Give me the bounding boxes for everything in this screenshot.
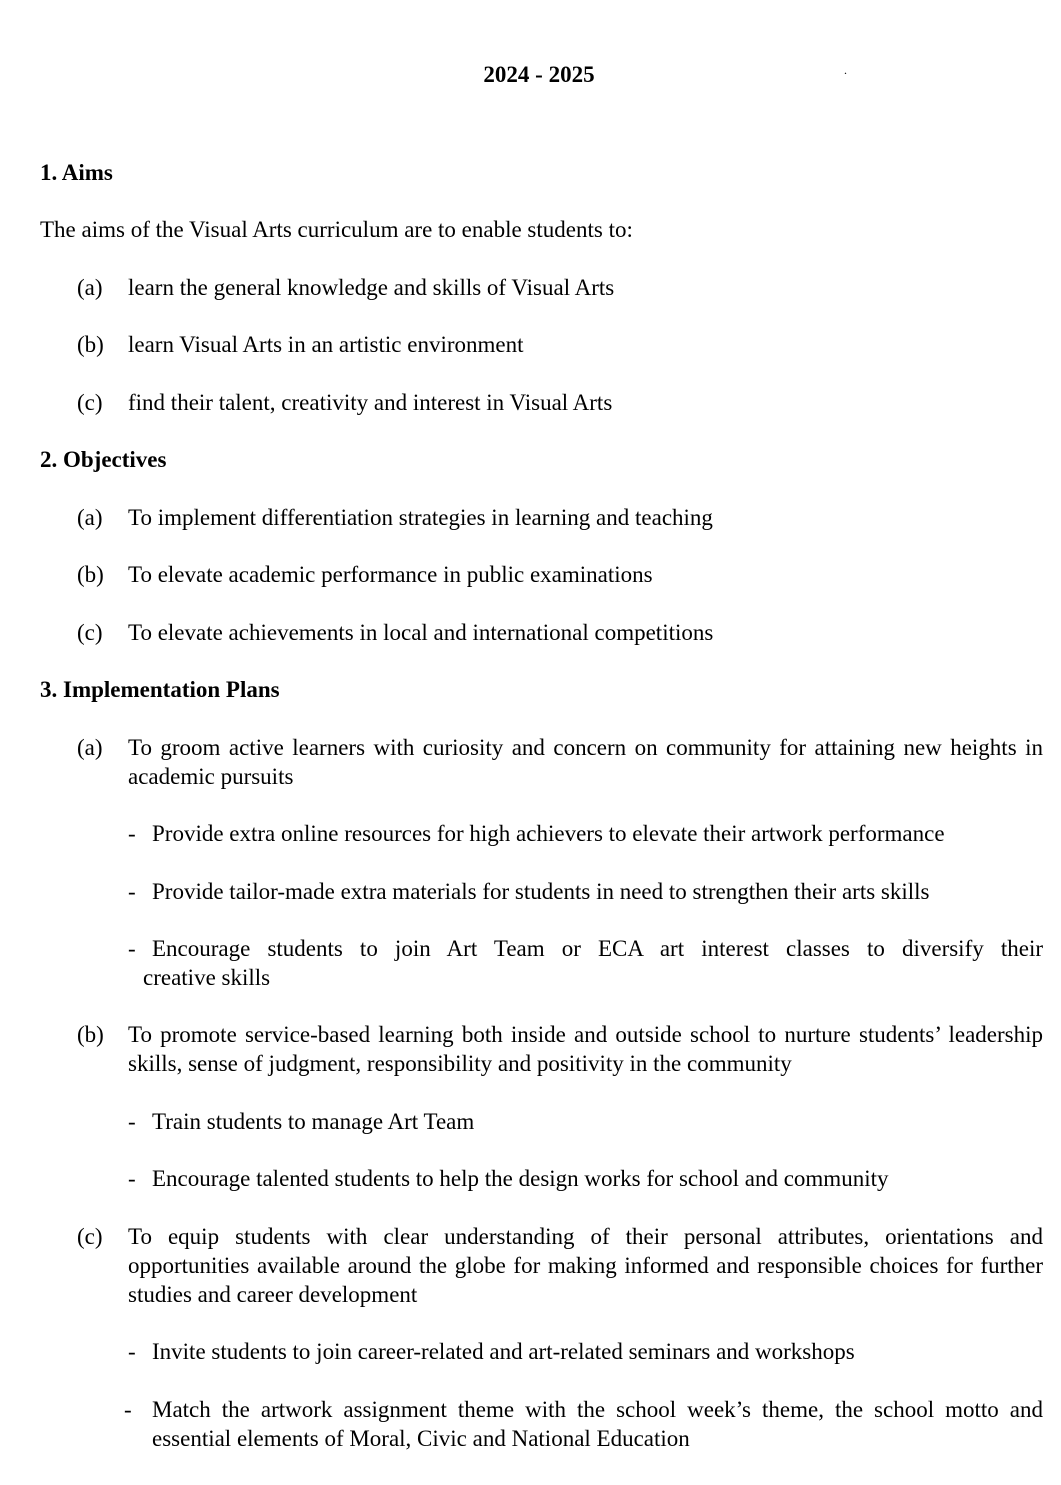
objectives-item-b-marker: (b) — [77, 562, 104, 587]
plans-item-b-marker: (b) — [77, 1022, 104, 1047]
plans-b-sub-1: Train students to manage Art Team — [152, 1109, 475, 1134]
aims-item-a-marker: (a) — [77, 275, 103, 300]
objectives-item-c-marker: (c) — [77, 620, 103, 645]
objectives-heading: 2. Objectives — [40, 447, 167, 472]
plans-c-sub-1-dash: - — [128, 1339, 136, 1364]
objectives-item-a-marker: (a) — [77, 505, 103, 530]
plans-a-sub-3-continued: creative skills — [143, 965, 271, 990]
aims-item-c-marker: (c) — [77, 390, 103, 415]
plans-b-sub-2-dash: - — [128, 1166, 136, 1191]
aims-item-b-marker: (b) — [77, 332, 104, 357]
plans-a-sub-2: Provide tailor-made extra materials for students in need to strengthen their arts skills — [152, 879, 930, 904]
plans-a-sub-1-dash: - — [128, 821, 136, 846]
aims-heading: 1. Aims — [40, 160, 113, 185]
plans-b-sub-1-dash: - — [128, 1109, 136, 1134]
objectives-item-a-text: To implement differentiation strategies in learning and teaching — [128, 505, 713, 530]
plans-heading: 3. Implementation Plans — [40, 677, 280, 702]
plans-a-sub-3: Encourage students to join Art Team or ECA art interest classes to diversify their — [152, 936, 1043, 961]
plans-item-a-marker: (a) — [77, 735, 103, 760]
aims-intro: The aims of the Visual Arts curriculum are to enable students to: — [40, 217, 633, 242]
plans-item-b-text: To promote service-based learning both inside and outside school to nurture students’ leadership skills, sense of judgment, responsibility and positivity in the community — [128, 1022, 1043, 1076]
aims-item-a-text: learn the general knowledge and skills of Visual Arts — [128, 275, 615, 300]
aims-item-c-text: find their talent, creativity and interest in Visual Arts — [128, 390, 613, 415]
plans-a-sub-3-dash: - — [128, 936, 136, 961]
aims-item-b-text: learn Visual Arts in an artistic environment — [128, 332, 524, 357]
year-heading: 2024 - 2025 — [483, 62, 595, 87]
plans-c-sub-2-dash: - — [124, 1397, 132, 1422]
plans-item-c-text: To equip students with clear understanding of their personal attributes, orientations and opportunities available around the globe for making informed and responsible choices for further studies and career development — [128, 1224, 1043, 1307]
plans-a-sub-2-dash: - — [128, 879, 136, 904]
objectives-item-c-text: To elevate achievements in local and international competitions — [128, 620, 714, 645]
plans-a-sub-1: Provide extra online resources for high achievers to elevate their artwork performance — [152, 821, 945, 846]
plans-item-a-text: To groom active learners with curiosity and concern on community for attaining new heights in academic pursuits — [128, 735, 1043, 789]
plans-b-sub-2: Encourage talented students to help the design works for school and community — [152, 1166, 889, 1191]
plans-c-sub-2: Match the artwork assignment theme with the school week’s theme, the school motto and essential elements of Moral, Civic and National Education — [152, 1397, 1043, 1451]
stray-dot: . — [844, 63, 847, 77]
plans-c-sub-1: Invite students to join career-related and art-related seminars and workshops — [152, 1339, 855, 1364]
objectives-item-b-text: To elevate academic performance in public examinations — [128, 562, 653, 587]
plans-item-c-marker: (c) — [77, 1224, 103, 1249]
